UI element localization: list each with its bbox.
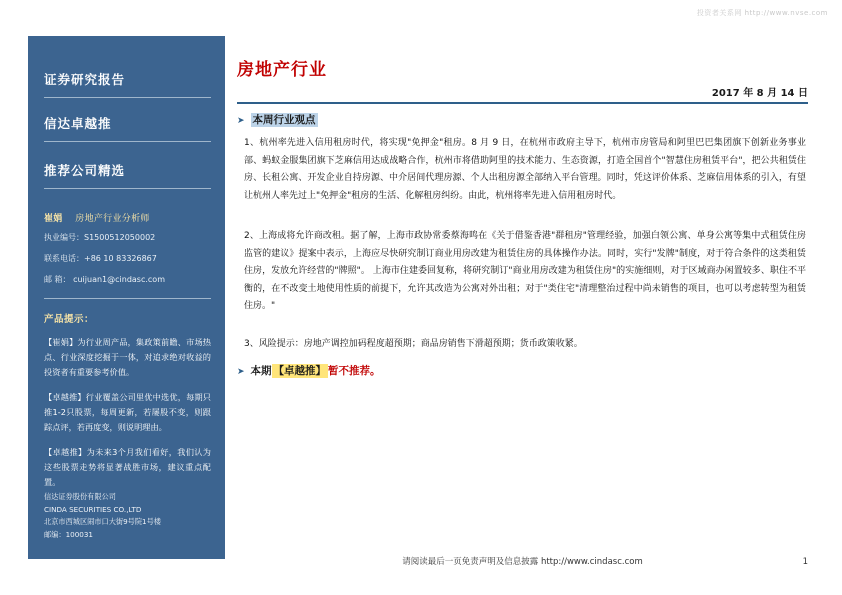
section-heading-weekly-view-label: 本周行业观点 xyxy=(252,114,316,126)
company-address: 北京市西城区闹市口大街9号院1号楼 xyxy=(44,517,161,526)
company-zip: 邮编：100031 xyxy=(44,529,94,539)
recommend-prefix: 本期 xyxy=(250,365,272,377)
sidebar-divider-2 xyxy=(44,141,211,142)
sidebar-company-block xyxy=(44,491,161,541)
paragraph-1: 1、杭州率先进入信用租房时代，将实现"免押金"租房。8 月 9 日，在杭州市政府主导下，杭州市房管局和阿里巴巴集团旗下创新业务事业部、蚂蚁金服集团旗下芝麻信用达成战略合作，杭州市将借助阿里的技术能力、生态资源，打造全国首个"智慧住房租赁平台"，把公共租赁住房、长租公寓、开发企业自持房源、中介居间代理房源、个人出租房源全部纳入平台管理。同时，凭这评价体系、芝麻信用体系的引入，有望让杭州人率先过上"免押金"租房的生活、化解租房纠纷。由此，杭州将率先进入信用租房时代。 xyxy=(244,138,806,201)
product-tip-para-1: 【崔娟】为行业周产品，集政策前瞻、市场热点、行业深度挖掘于一体，对追求绝对收益的投资者有重要参考价值。 xyxy=(44,337,211,377)
company-name-en: CINDA SECURITIES CO.,LTD xyxy=(44,504,142,514)
report-date: 2017 年 8 月 14 日 xyxy=(711,88,808,99)
sidebar-divider-4 xyxy=(44,298,211,299)
footer-disclaimer[interactable]: 请阅读最后一页免责声明及信息披露 http://www.cindasc.com xyxy=(402,557,643,567)
product-tip-title: 产品提示： xyxy=(44,314,95,325)
sidebar-panel xyxy=(28,36,225,559)
paragraph-2: 2、上海成将允许商改租。据了解，上海市政协常委蔡海鸣在《关于借鉴香港"群租房"管理经验，加强白领公寓、单身公寓等集中式租赁住房监管的建议》提案中表示，上海应尽快研究制订商业用房改建为租赁住房的具体操作办法。同时，实行"发牌"制度，对于符合条件的这类租赁住房，发放允许经营的"牌照"。 上海市住建委回复称，将研究制订"商业用房改建为租赁住房"的实施细则，对于区域商办闲置较多、职住不平衡的，在不改变土地使用性质的前提下，允许其改造为公寓对外出租；对于"类住宅"清理整治过程中尚未销售的项目，也可以考虑转型为租赁住房。" xyxy=(244,231,806,311)
analyst-license: 执业编号：S1500512050002 xyxy=(44,233,156,242)
watermark-text: 投资者关系网 http://www.nvse.com xyxy=(696,9,828,17)
sidebar-divider-3 xyxy=(44,188,211,189)
sidebar-title-recommend: 推荐公司精选 xyxy=(44,163,126,178)
analyst-role: 房地产行业分析师 xyxy=(75,214,150,224)
section-heading-weekly-view xyxy=(237,112,318,127)
page-title: 房地产行业 xyxy=(237,60,327,80)
recommend-badge: 【卓越推】 xyxy=(273,365,327,377)
analyst-email[interactable]: 邮 箱： cuijuan1@cindasc.com xyxy=(44,275,165,284)
product-tip-para-2: 【卓越推】行业覆盖公司里优中选优，每期只推1-2只股票，每周更新，若屡股不变，则跟踪点评，若再度变，则说明理由。 xyxy=(44,392,211,432)
analyst-block xyxy=(44,211,211,224)
company-name-cn: 信达证券股份有限公司 xyxy=(44,492,116,501)
bullet-arrow-icon: ➤ xyxy=(237,116,245,126)
section-heading-recommendation xyxy=(237,363,381,378)
sidebar-divider-1 xyxy=(44,97,211,98)
header-rule xyxy=(237,102,808,104)
sidebar-title-research: 证券研究报告 xyxy=(44,72,126,87)
recommend-suffix: 暂不推荐。 xyxy=(328,365,381,377)
paragraph-3: 3、风险提示：房地产调控加码程度超预期；商品房销售下滑超预期；货币政策收紧。 xyxy=(244,339,583,349)
footer-page-number: 1 xyxy=(802,557,808,567)
analyst-name: 崔娟 xyxy=(44,214,63,224)
bullet-arrow-icon-2: ➤ xyxy=(237,367,245,377)
analyst-phone: 联系电话：+86 10 83326867 xyxy=(44,254,157,263)
sidebar-title-excellence: 信达卓越推 xyxy=(44,116,112,131)
product-tip-para-3: 【卓越推】为未来3个月我们看好，我们认为这些股票走势将显著战胜市场，建议重点配置。 xyxy=(44,447,211,487)
